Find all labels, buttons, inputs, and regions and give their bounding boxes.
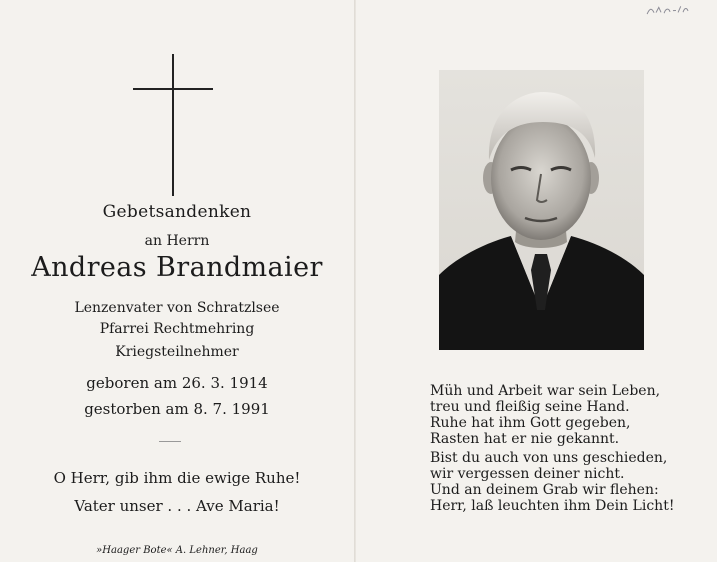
cross-icon (133, 54, 213, 196)
death-date: gestorben am 8. 7. 1991 (84, 400, 270, 418)
poem-stanza (430, 450, 690, 514)
birth-date: geboren am 26. 3. 1914 (86, 374, 268, 392)
printer-credit: »Haager Bote« A. Lehner, Haag (96, 545, 258, 556)
deceased-name: Andreas Brandmaier (31, 252, 323, 283)
poem-stanza (430, 383, 690, 447)
role-line: Lenzenvater von Schratzlsee (74, 300, 280, 316)
poem-line: wir vergessen deiner nicht. (430, 466, 625, 482)
role-line: Pfarrei Rechtmehring (99, 321, 255, 337)
poem-line: Müh und Arbeit war sein Leben, (430, 383, 661, 399)
prayer-line: Vater unser . . . Ave Maria! (74, 497, 280, 515)
prayer-line: O Herr, gib ihm die ewige Ruhe! (53, 469, 301, 487)
poem-line: treu und fleißig seine Hand. (430, 399, 630, 415)
poem-line: Rasten hat er nie gekannt. (430, 431, 620, 447)
left-panel (0, 0, 354, 562)
poem (430, 383, 690, 514)
handwritten-mark (645, 3, 690, 20)
poem-line: Und an deinem Grab wir flehen: (430, 482, 659, 498)
card-heading: Gebetsandenken (102, 202, 252, 222)
divider (159, 441, 181, 442)
poem-line: Herr, laß leuchten ihm Dein Licht! (430, 498, 675, 514)
poem-line: Bist du auch von uns geschieden, (430, 450, 668, 466)
portrait-photo (439, 70, 644, 350)
role-line: Kriegsteilnehmer (115, 344, 239, 360)
poem-line: Ruhe hat ihm Gott gegeben, (430, 415, 631, 431)
dedication-line: an Herrn (144, 233, 210, 249)
